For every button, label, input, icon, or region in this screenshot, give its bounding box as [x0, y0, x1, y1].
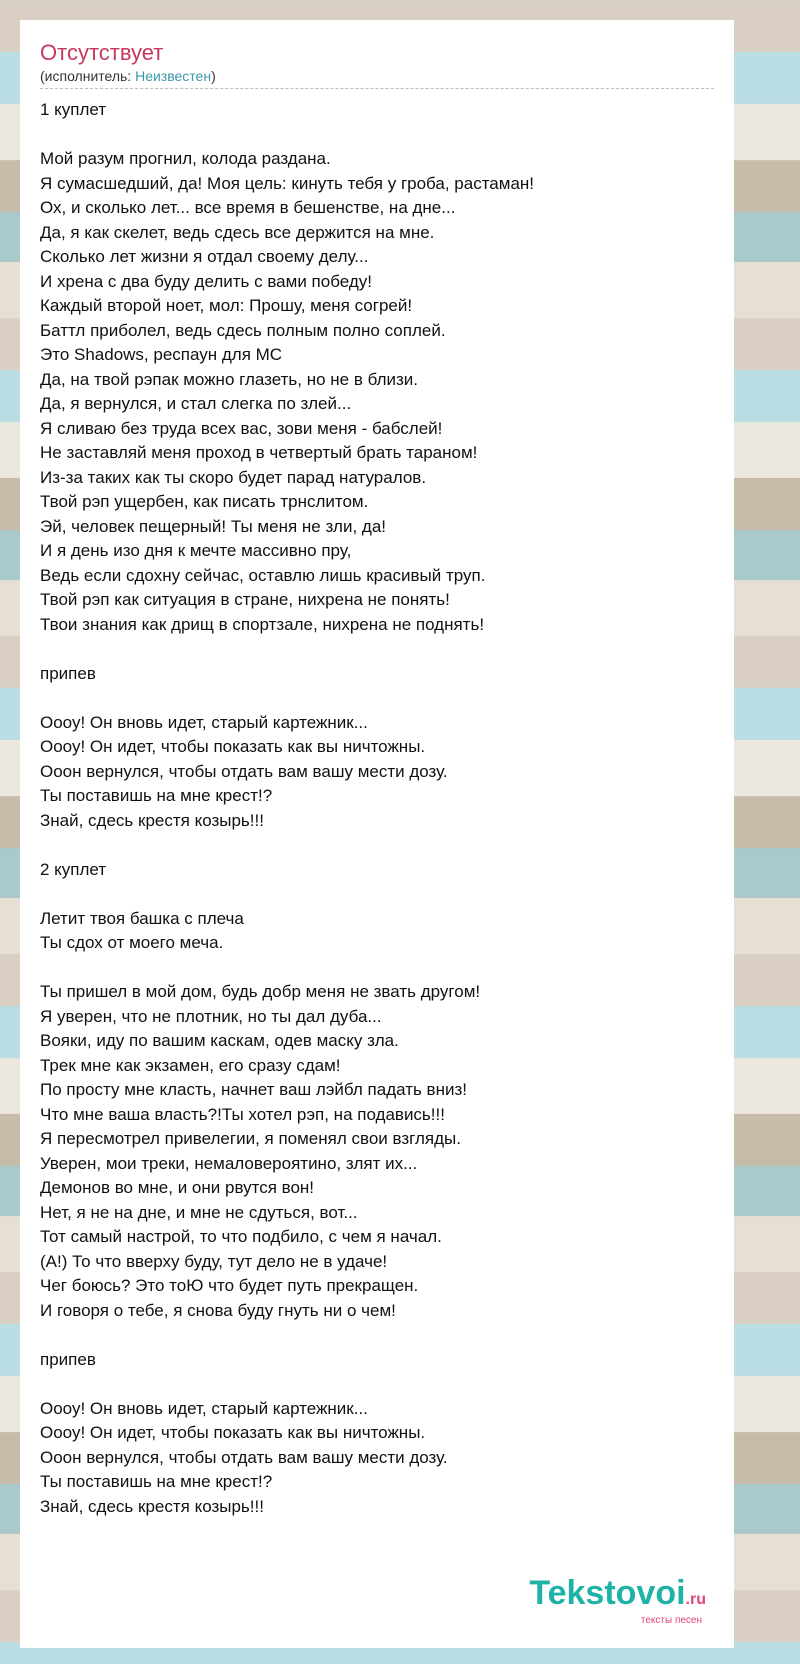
lyrics-line: Ты сдох от моего меча.	[40, 933, 224, 952]
lyrics-line: Нет, я не на дне, и мне не сдуться, вот...	[40, 1202, 358, 1222]
lyrics-line: Я пересмотрел привелегии, я поменял свои взгляды.	[40, 1129, 461, 1148]
lyrics-line: (А!) То что вверху буду, тут дело не в удаче!	[40, 1251, 388, 1271]
performer-line	[40, 67, 714, 89]
lyrics-line: Оооу! Он идет, чтобы показать как вы ничтожны.	[40, 737, 426, 756]
lyrics-line: Мой разум прогнил, колода раздана.	[40, 149, 331, 168]
lyrics-line: И хрена с два буду делить с вами победу!	[40, 271, 372, 291]
lyrics-line: Ооон вернулся, чтобы отдать вам вашу мести дозу.	[40, 1447, 448, 1467]
lyrics-line: Знай, сдесь крестя козырь!!!	[40, 1496, 264, 1516]
lyrics-text	[40, 98, 714, 1519]
lyrics-line: Да, я как скелет, ведь сдесь все держится на мне.	[40, 222, 435, 242]
song-title: Отсутствует	[40, 40, 164, 65]
lyrics-line: Тот самый настрой, то что подбило, с чем я начал.	[40, 1227, 442, 1246]
watermark-tld: .ru	[685, 1591, 706, 1608]
lyrics-line: Эй, человек пещерный! Ты меня не зли, да!	[40, 516, 387, 536]
lyrics-line: И говоря о тебе, я снова буду гнуть ни о чем!	[40, 1300, 396, 1320]
lyrics-line: Твои знания как дрищ в спортзале, нихрена не поднять!	[40, 614, 485, 634]
lyrics-blank-line	[40, 686, 714, 711]
lyrics-line: Трек мне как экзамен, его сразу сдам!	[40, 1055, 341, 1075]
lyrics-line: Что мне ваша власть?!Ты хотел рэп, на подавись!!!	[40, 1104, 445, 1124]
watermark-brand: Tekstovoi	[529, 1574, 686, 1612]
lyrics-line: Сколько лет жизни я отдал своему делу...	[40, 247, 369, 266]
lyrics-line: Ох, и сколько лет... все время в бешенстве, на дне...	[40, 198, 456, 217]
lyrics-line: Ты поставишь на мне крест!?	[40, 786, 273, 805]
lyrics-line: Ведь если сдохну сейчас, оставлю лишь красивый труп.	[40, 565, 486, 585]
lyrics-line: Демонов во мне, и они рвутся вон!	[40, 1178, 315, 1197]
lyrics-line: Да, я вернулся, и стал слегка по злей...	[40, 394, 352, 413]
lyrics-line: Ты пришел в мой дом, будь добр меня не звать другом!	[40, 982, 481, 1001]
lyrics-line: 2 куплет	[40, 859, 107, 879]
watermark-tagline: тексты песен	[640, 1615, 702, 1626]
lyrics-blank-line	[40, 1372, 714, 1397]
lyrics-line: Ооон вернулся, чтобы отдать вам вашу мести дозу.	[40, 761, 448, 781]
lyrics-card	[20, 20, 734, 1648]
lyrics-line: Баттл приболел, ведь сдесь полным полно соплей.	[40, 320, 446, 340]
lyrics-line: припев	[40, 663, 96, 683]
watermark-logo	[529, 1575, 706, 1618]
lyrics-blank-line	[40, 833, 714, 858]
lyrics-line: Каждый второй ноет, мол: Прошу, меня согрей!	[40, 296, 413, 315]
lyrics-line: Летит твоя башка с плеча	[40, 908, 244, 928]
lyrics-line: Это Shadows, респаун для MC	[40, 345, 283, 364]
lyrics-line: Твой рэп как ситуация в стране, нихрена не понять!	[40, 590, 450, 609]
lyrics-line: Уверен, мои треки, немаловероятино, злят их...	[40, 1153, 418, 1173]
lyrics-blank-line	[40, 637, 714, 662]
lyrics-blank-line	[40, 956, 714, 981]
lyrics-blank-line	[40, 1323, 714, 1348]
lyrics-line: Я уверен, что не плотник, но ты дал дуба...	[40, 1006, 382, 1026]
lyrics-blank-line	[40, 123, 714, 148]
lyrics-line: Я сливаю без труда всех вас, зови меня - бабслей!	[40, 418, 443, 438]
lyrics-line: Не заставляй меня проход в четвертый брать тараном!	[40, 443, 478, 462]
lyrics-blank-line	[40, 882, 714, 907]
lyrics-line: По просту мне класть, начнет ваш лэйбл падать вниз!	[40, 1080, 467, 1099]
site-watermark	[529, 1575, 706, 1626]
lyrics-line: Знай, сдесь крестя козырь!!!	[40, 810, 264, 830]
lyrics-line: Вояки, иду по вашим каскам, одев маску зла.	[40, 1031, 399, 1050]
lyrics-line: Я сумасшедший, да! Моя цель: кинуть тебя у гроба, растаман!	[40, 173, 535, 193]
lyrics-line: Оооу! Он идет, чтобы показать как вы ничтожны.	[40, 1423, 426, 1442]
lyrics-line: Да, на твой рэпак можно глазеть, но не в близи.	[40, 369, 419, 389]
lyrics-line: Оооу! Он вновь идет, старый картежник...	[40, 1398, 368, 1418]
lyrics-line: Из-за таких как ты скоро будет парад натуралов.	[40, 467, 427, 487]
lyrics-line: припев	[40, 1349, 96, 1369]
performer-link[interactable]: Неизвестен	[135, 68, 212, 84]
performer-suffix: )	[211, 68, 216, 84]
lyrics-line: И я день изо дня к мечте массивно пру,	[40, 541, 352, 560]
performer-prefix: (исполнитель:	[40, 68, 136, 84]
lyrics-line: Ты поставишь на мне крест!?	[40, 1472, 273, 1491]
lyrics-line: Твой рэп ущербен, как писать трнслитом.	[40, 492, 369, 511]
lyrics-line: Чег боюсь? Это тоЮ что будет путь прекращен.	[40, 1276, 419, 1295]
lyrics-line: Оооу! Он вновь идет, старый картежник...	[40, 712, 368, 732]
lyrics-line: 1 куплет	[40, 100, 107, 119]
